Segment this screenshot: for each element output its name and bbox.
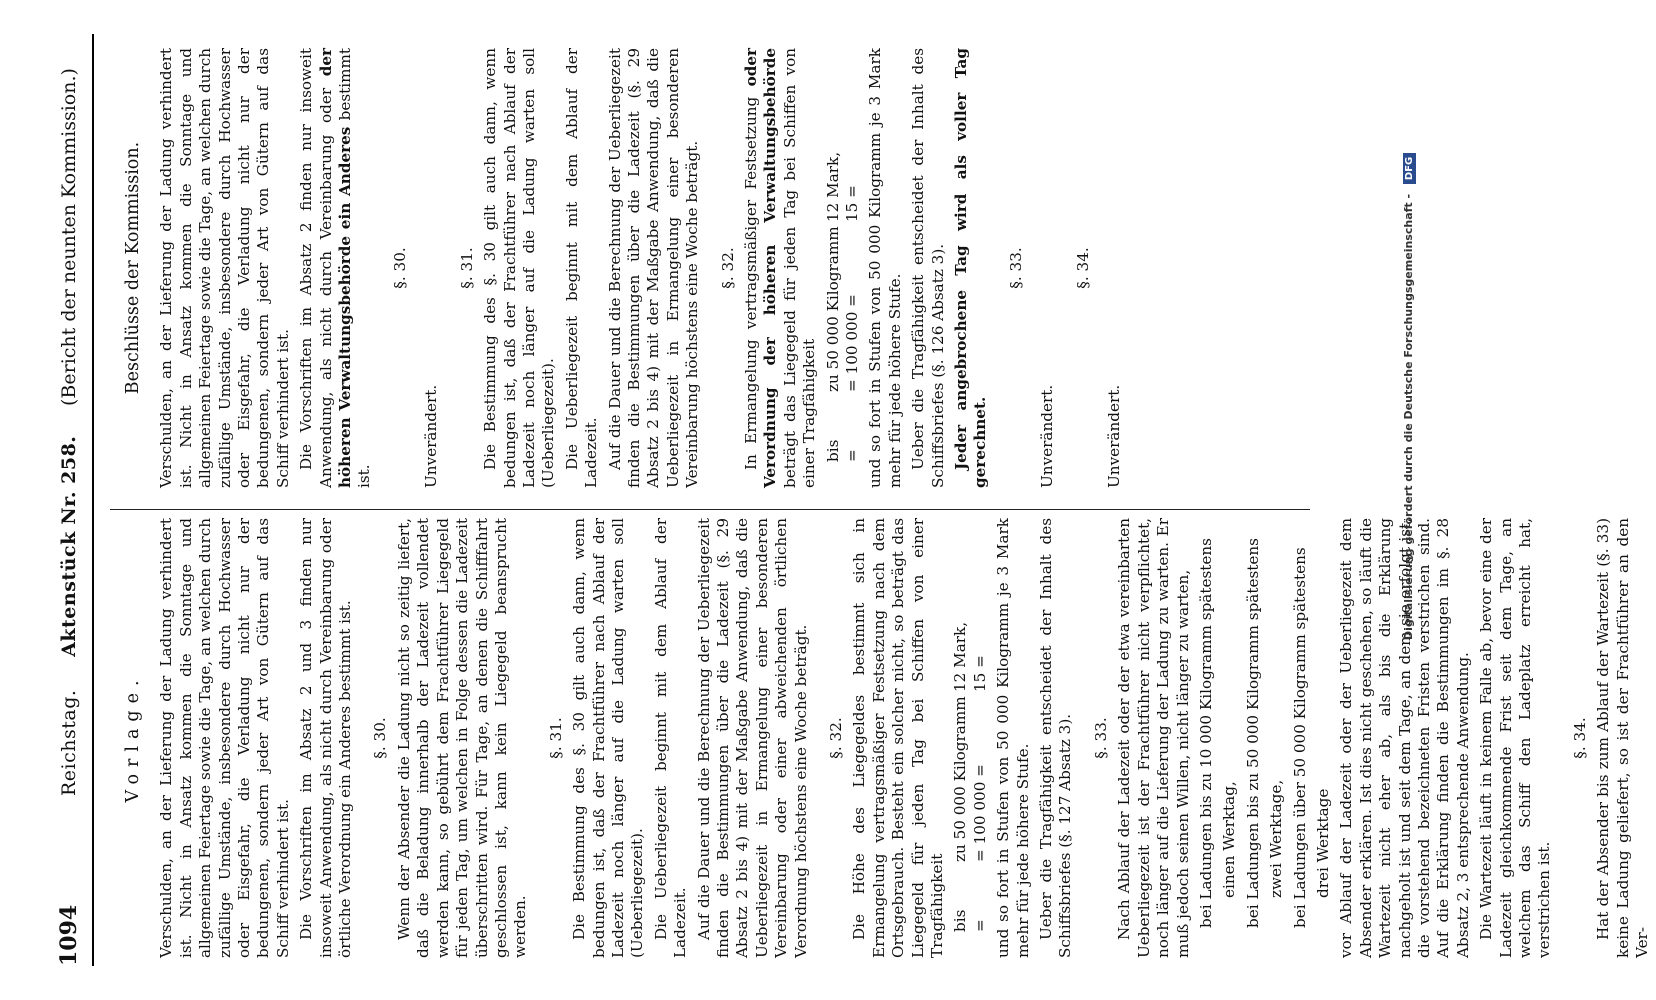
unchanged-note: Unverändert. (422, 384, 441, 488)
section-heading: §. 34. (1570, 717, 1589, 759)
unchanged-note: Unverändert. (1038, 384, 1057, 488)
paragraph: Die Höhe des Liegegeldes bestimmt sich in Ermangelung vertragsmäßiger Festsetzung nach dem Ortsgebrauch. Besteht ein solcher nicht, so beträgt das Liegegeld für jeden Tag bei Schiffen von einer Tragfähigkeit (850, 518, 947, 958)
dfg-logo: DFG (1403, 153, 1416, 184)
doc-number: Nr. 258. (58, 435, 80, 525)
page-number: 1094 (56, 904, 82, 966)
digitization-credit (1402, 0, 1416, 640)
list-line: zwei Werktage, (1267, 779, 1286, 898)
rate-cell: = 100 000 = (843, 294, 861, 392)
list-line: bei Ladungen bis zu 10 000 Kilogramm spätestens (1196, 538, 1215, 928)
org-name: Reichstag. (58, 689, 80, 796)
list-line: bei Ladungen bis zu 50 000 Kilogramm spätestens (1243, 538, 1262, 928)
paragraph: Die Vorschriften im Absatz 2 und 3 finden nur insoweit Anwendung, als nicht durch Vereinbarung oder örtliche Verordnung ein Anderes bestimmt ist. (297, 518, 355, 958)
section-heading: §. 33. (1006, 247, 1025, 289)
report-label: (Bericht der neunten Kommission.) (58, 68, 80, 406)
rate-cell: 12 Mark, (823, 151, 842, 222)
document-title (58, 436, 80, 796)
rate-cell: zu 50 000 Kilogramm (823, 226, 842, 392)
paragraph: Wenn der Absender die Ladung nicht so zeitig liefert, daß die Beladung innerhalb der Ladezeit vollendet werden kann, so gebührt dem Frachtführer Liegegeld für jeden Tag, um welchen in Folge dessen die Ladezeit überschritten wird. Für Tage, an denen die Schifffahrt geschlossen ist, kann kein Liegegeld beansprucht werden. (394, 518, 530, 958)
page-header (50, 34, 94, 966)
rate-cell: 12 Mark, (951, 621, 970, 692)
paragraph: Die Bestimmung des §. 30 gilt auch dann, wenn bedungen ist, daß der Frachtführer nach Ablauf der Ladezeit noch länger auf die Ladung warten soll (Ueberliegezeit). (481, 48, 558, 488)
unchanged-note: Unverändert. (1105, 384, 1124, 488)
section-heading: §. 32. (718, 247, 737, 289)
list-line: bei Ladungen über 50 000 Kilogramm spätestens (1290, 547, 1309, 928)
paragraph: vor Ablauf der Ladezeit oder der Ueberliegezeit dem Absender erklären. Ist dies nicht geschehen, so läuft die Wartezeit nicht eher ab, als bis die Erklärung nachgeholt ist und seit dem Tage, an dem sie erfolgt ist, die vorstehend bezeichneten Fristen verstrichen sind. Auf die Erklärung finden die Bestimmungen im §. 28 Absatz 2, 3 entsprechende Anwendung. (1337, 518, 1472, 958)
section-heading: §. 34. (1073, 247, 1092, 289)
right-column-beschluesse (112, 48, 1134, 488)
section-heading: §. 31. (546, 717, 565, 759)
column-divider (110, 509, 1310, 510)
rate-cell: = 100 000 = (970, 764, 989, 862)
doc-prefix: Aktenstück (58, 531, 80, 657)
rate-table (824, 48, 863, 462)
paragraph: Verschulden, an der Lieferung der Ladung verhindert ist. Nicht in Ansatz kommen die Sonntage und allgemeinen Feiertage sowie die Tage, an welchen durch zufällige Umstände, insbesondere durch Hochwasser oder Eisgefahr, die Verladung nicht nur der bedungenen, sondern jeder Art von Gütern auf das Schiff verhindert ist. (157, 48, 292, 488)
rate-cell: zu 50 000 Kilogramm (951, 696, 970, 862)
column-title: Vorlage. (123, 673, 143, 803)
rate-cell: = (970, 919, 989, 932)
paragraph: Ueber die Tragfähigkeit entscheidet der Inhalt des Schiffsbriefes (§. 126 Absatz 3). (909, 48, 947, 488)
paragraph: Die Ueberliegezeit beginnt mit dem Ablauf der Ladezeit. (562, 48, 601, 488)
section-heading: §. 31. (457, 247, 476, 289)
emphasis-text: der höheren Verwaltungsbehörde ein Anderes (316, 47, 355, 488)
paragraph: und so fort in Stufen von 50 000 Kilogramm je 3 Mark mehr für jede höhere Stufe. (994, 518, 1032, 958)
paragraph: Die Wartezeit läuft in keinem Falle ab, bevor eine der Ladezeit gleichkommende Frist seit dem Tage, an welchem das Schiff den Ladeplatz erreicht hat, verstrichen ist. (1477, 518, 1554, 958)
paragraph: Hat der Absender bis zum Ablauf der Wartezeit (§. 33) keine Ladung geliefert, so ist der Frachtführer an den Ver- (1594, 518, 1652, 958)
paragraph (297, 48, 375, 488)
text-run: beträgt das Liegegeld für jeden Tag bei Schiffen von einer Tragfähigkeit (780, 48, 819, 488)
emphasis-paragraph: Jeder angebrochene Tag wird als voller Tag gerechnet. (952, 48, 990, 488)
section-heading: §. 30. (390, 247, 409, 289)
left-column-vorlage (112, 518, 1656, 958)
paragraph: Auf die Dauer und die Berechnung der Ueberliegezeit finden die Bestimmungen über die Ladezeit (§. 29 Absatz 2 bis 4) mit der Maßgabe Anwendung, daß die Ueberliegezeit in Ermangelung einer besonderen Vereinbarung oder einer abweichenden örtlichen Verordnung höchstens eine Woche beträgt. (694, 518, 810, 958)
paragraph: Nach Ablauf der Ladezeit oder der etwa vereinbarten Ueberliegezeit ist der Frachtführer nicht verpflichtet, noch länger auf die Lieferung der Ladung zu warten. Er muß jedoch seinen Willen, nicht länger zu warten, (1115, 518, 1192, 958)
column-title: Beschlüsse der Kommission. (123, 141, 143, 395)
list-line: einen Werktag, (1220, 781, 1239, 898)
section-heading: §. 32. (827, 717, 845, 759)
paragraph: Verschulden, an der Lieferung der Ladung verhindert ist. Nicht in Ansatz kommen die Sonntage und allgemeinen Feiertage sowie die Tage, an welchen durch zufällige Umstände, insbesondere durch Hochwasser oder Eisgefahr, die Verladung nicht nur der bedungenen, sondern jeder Art von Gütern auf das Schiff verhindert ist. (157, 518, 292, 958)
text-run: bestimmt ist. (336, 48, 374, 488)
rate-cell: bis (823, 439, 842, 462)
rate-cell: 15 = (970, 655, 989, 692)
section-heading: §. 30. (371, 717, 390, 759)
list-line: drei Werktage (1313, 788, 1332, 898)
rate-cell: bis (951, 909, 970, 932)
paragraph: Die Ueberliegezeit beginnt mit dem Ablauf der Ladezeit. (651, 518, 690, 958)
paragraph: Auf die Dauer und die Berechnung der Ueberliegezeit finden die Bestimmungen über die Ladezeit (§. 29 Absatz 2 bis 4) mit der Maßgabe Anwendung, daß die Ueberliegezeit in Ermangelung einer besonderen Vereinbarung höchstens eine Woche beträgt. (605, 48, 702, 488)
rate-cell: = (843, 449, 861, 462)
paragraph: und so fort in Stufen von 50 000 Kilogramm je 3 Mark mehr für jede höhere Stufe. (866, 48, 904, 488)
paragraph (742, 48, 820, 488)
paragraph: Die Bestimmung des §. 30 gilt auch dann, wenn bedungen ist, daß der Frachtführer nach Ablauf der Ladezeit noch länger auf die Ladung warten soll (Ueberliegezeit). (570, 518, 647, 958)
paragraph: Ueber die Tragfähigkeit entscheidet der Inhalt des Schiffsbriefes (§. 127 Absatz 3). (1037, 518, 1075, 958)
credit-text: Digitalisierung gefördert durch die Deutsche Forschungsgemeinschaft - (1402, 193, 1415, 640)
text-run: In Ermangelung vertragsmäßiger Festsetzung (741, 96, 760, 470)
rate-cell: 15 = (843, 185, 861, 222)
text-run: Die Vorschriften im Absatz 2 finden nur insoweit Anwendung, als nicht durch Vereinbarung oder (297, 48, 335, 488)
section-heading: §. 33. (1091, 717, 1110, 759)
emphasis-text: oder Verordnung der höheren Verwaltungsbehörde (741, 47, 780, 488)
rate-table (951, 518, 990, 932)
